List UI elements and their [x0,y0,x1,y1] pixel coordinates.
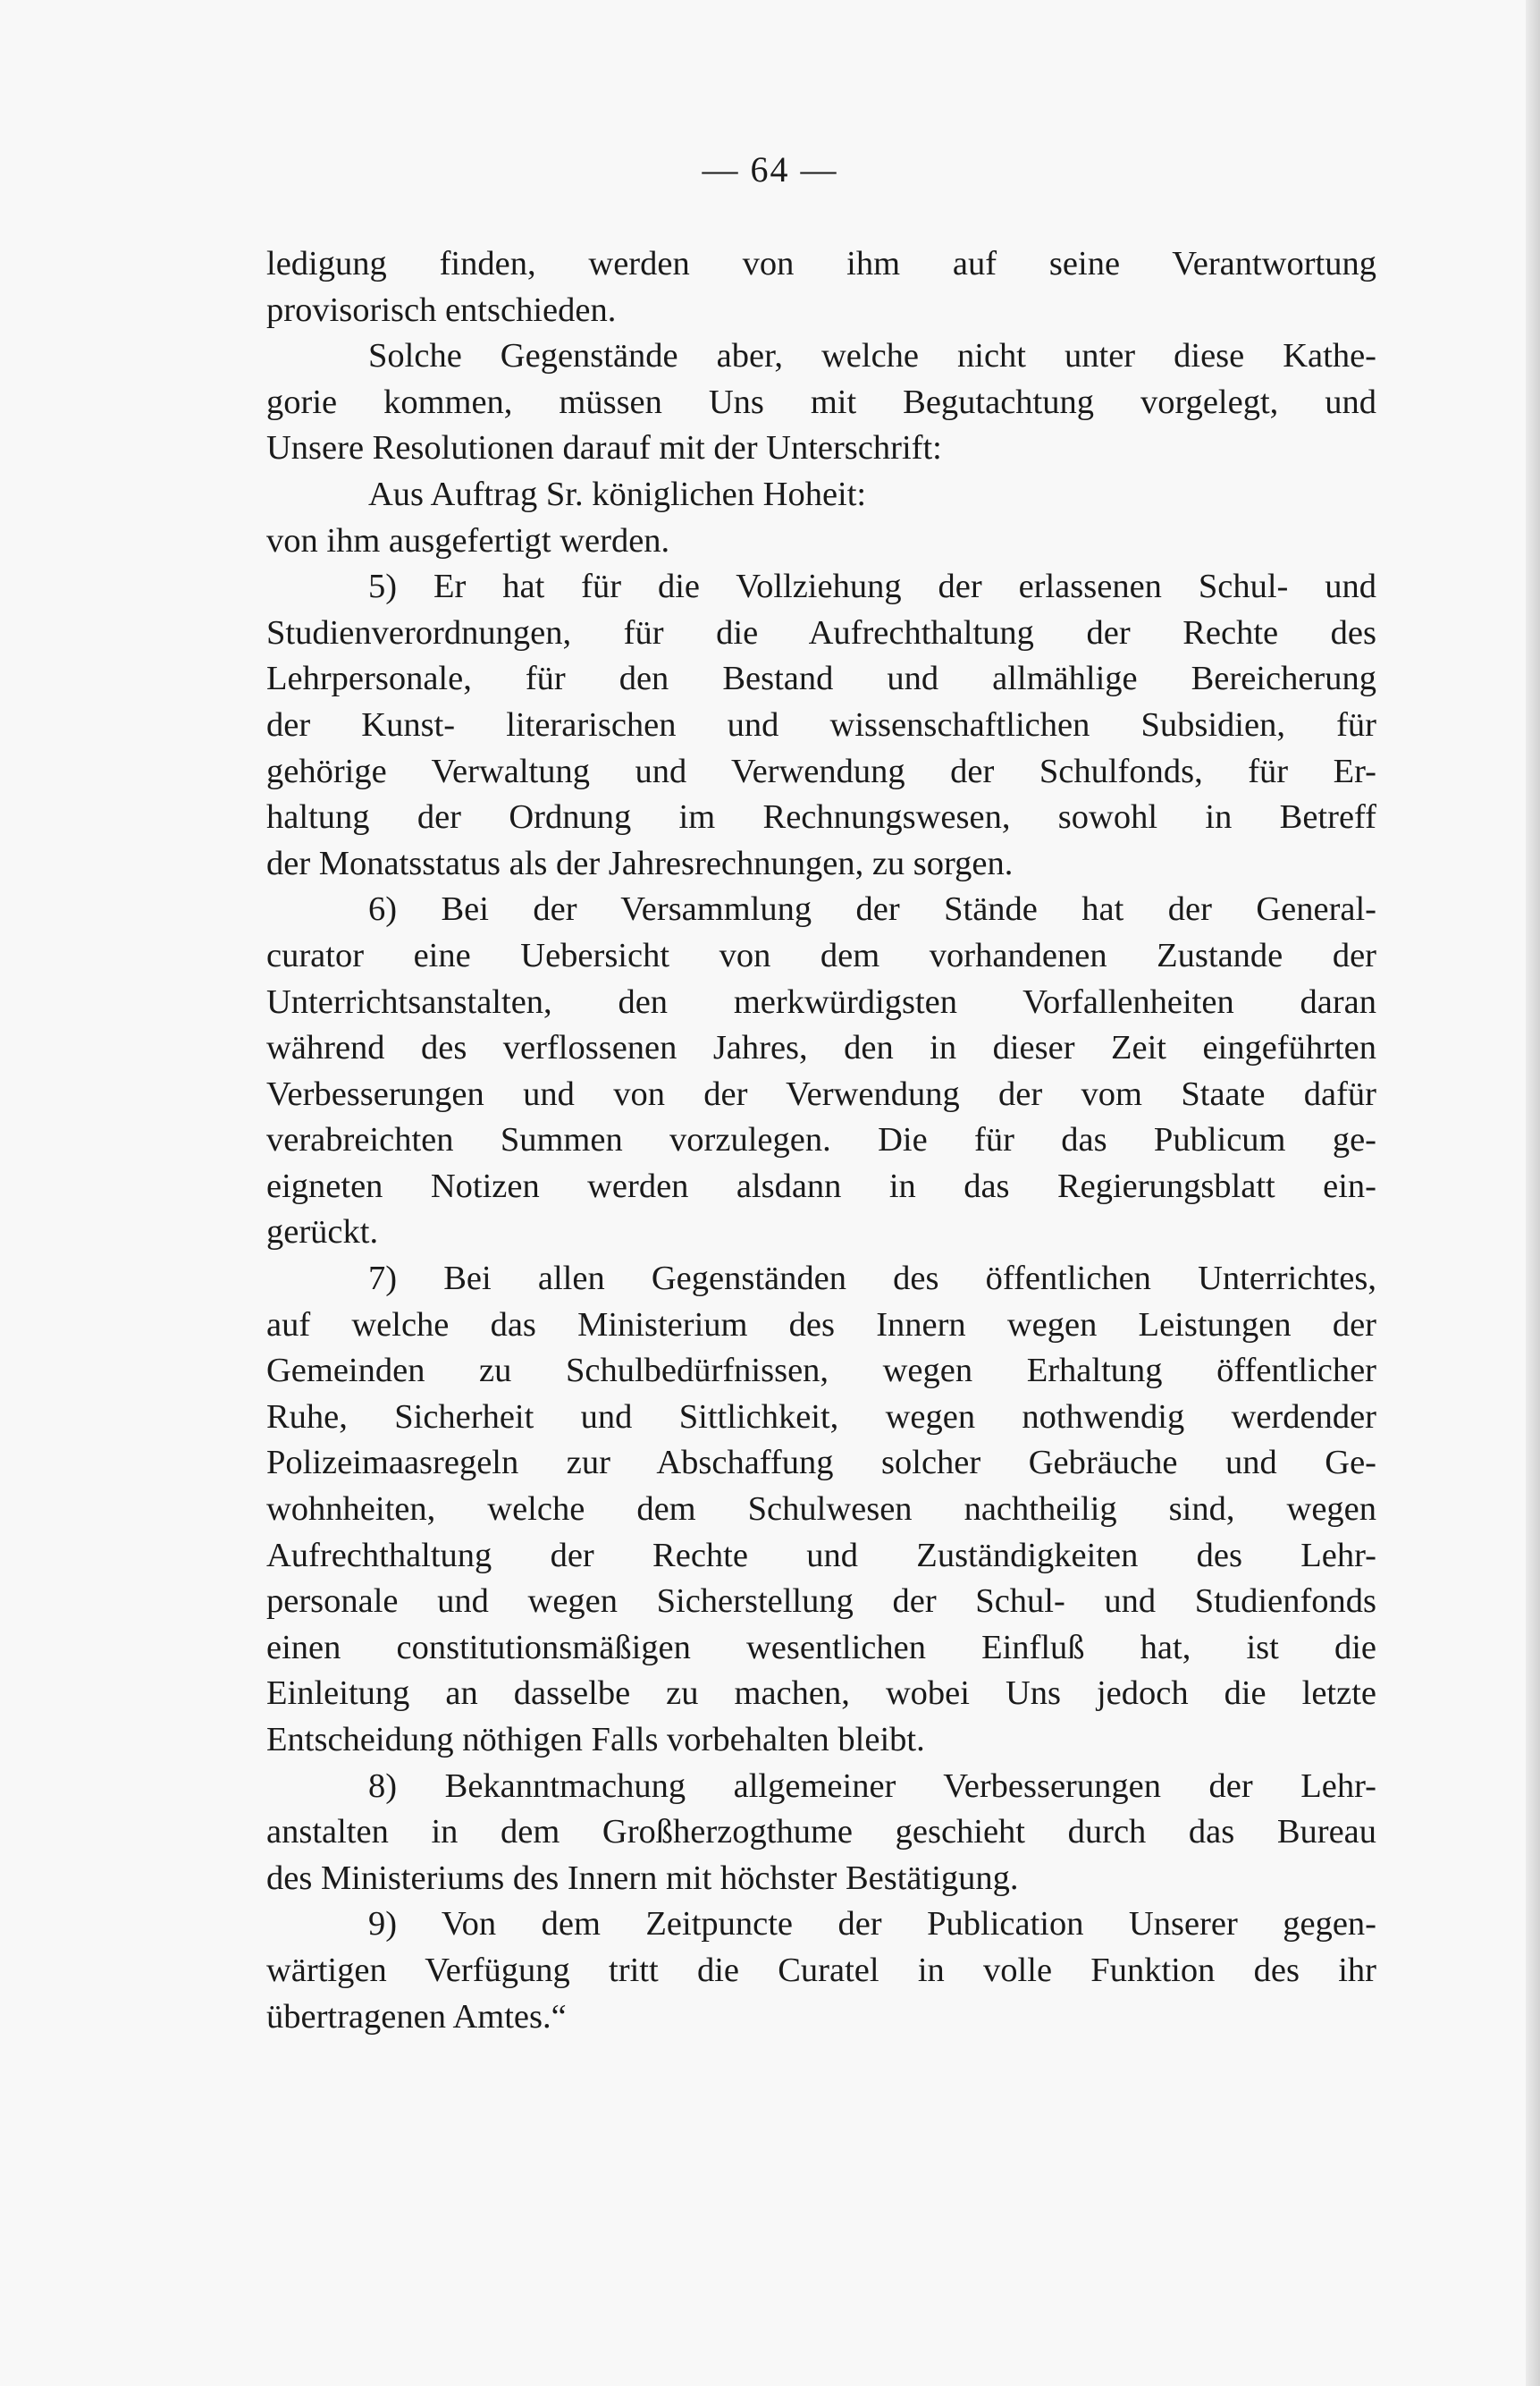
text-line: Einleitung an dasselbe zu machen, wobei Uns jedoch die letzte [266,1674,1376,1713]
text-line: Verbesserungen und von der Verwendung der vom Staate dafür [266,1075,1376,1113]
text-line: eigneten Notizen werden alsdann in das Regierungsblatt ein- [266,1167,1376,1205]
text-line: verabreichten Summen vorzulegen. Die für das Publicum ge- [266,1121,1376,1159]
text-line: 7) Bei allen Gegenständen des öffentlichen Unterrichtes, [368,1260,1376,1298]
text-line: auf welche das Ministerium des Innern wegen Leistungen der [266,1305,1376,1344]
text-line: Aufrechthaltung der Rechte und Zuständigkeiten des Lehr- [266,1536,1376,1574]
text-line: Unterrichtsanstalten, den merkwürdigsten Vorfallenheiten daran [266,982,1376,1021]
text-line: Ruhe, Sicherheit und Sittlichkeit, wegen nothwendig werdender [266,1397,1376,1436]
text-line: der Kunst- literarischen und wissenschaftlichen Subsidien, für [266,705,1376,744]
text-line: gorie kommen, müssen Uns mit Begutachtung vorgelegt, und [266,383,1376,421]
page-number: — 64 — [702,149,838,190]
text-line: 9) Von dem Zeitpuncte der Publication Unserer gegen- [368,1905,1376,1943]
text-line: anstalten in dem Großherzogthume geschieht durch das Bureau [266,1813,1376,1851]
text-line: des Ministeriums des Innern mit höchster Bestätigung. [266,1859,1019,1897]
text-line: Studienverordnungen, für die Aufrechthaltung der Rechte des [266,613,1376,652]
text-line: Lehrpersonale, für den Bestand und allmählige Bereicherung [266,660,1376,698]
text-line: einen constitutionsmäßigen wesentlichen Einfluß hat, ist die [266,1628,1376,1666]
text-line: wohnheiten, welche dem Schulwesen nachtheilig sind, wegen [266,1490,1376,1529]
text-line: 6) Bei der Versammlung der Stände hat der General- [368,890,1376,929]
text-line: der Monatsstatus als der Jahresrechnungen, zu sorgen. [266,844,1014,882]
text-line: Unsere Resolutionen darauf mit der Unterschrift: [266,429,942,468]
text-line: Entscheidung nöthigen Falls vorbehalten bleibt. [266,1721,925,1758]
text-line: während des verflossenen Jahres, den in dieser Zeit eingeführten [266,1029,1376,1067]
text-line: provisorisch entschieden. [266,291,617,329]
text-line: gehörige Verwaltung und Verwendung der Schulfonds, für Er- [266,752,1376,790]
text-line: curator eine Uebersicht von dem vorhandenen Zustande der [266,936,1376,974]
text-line: wärtigen Verfügung tritt die Curatel in volle Funktion des ihr [266,1951,1376,1989]
text-line: Aus Auftrag Sr. königlichen Hoheit: [368,475,867,513]
text-line: haltung der Ordnung im Rechnungswesen, sowohl in Betreff [266,798,1376,837]
text-line: Polizeimaasregeln zur Abschaffung solcher Gebräuche und Ge- [266,1444,1376,1482]
text-line: gerückt. [266,1213,379,1252]
text-line: 8) Bekanntmachung allgemeiner Verbesserungen der Lehr- [368,1766,1376,1805]
text-line: personale und wegen Sicherstellung der Schul- und Studienfonds [266,1582,1376,1621]
text-line: von ihm ausgefertigt werden. [266,521,670,560]
body-text [266,241,1376,2040]
text-line: Gemeinden zu Schulbedürfnissen, wegen Erhaltung öffentlicher [266,1352,1376,1390]
page-edge-shadow [1526,0,1540,2386]
text-line: Solche Gegenstände aber, welche nicht unter diese Kathe- [368,337,1376,375]
text-line: ledigung finden, werden von ihm auf seine Verantwortung [266,245,1376,282]
text-line: 5) Er hat für die Vollziehung der erlassenen Schul- und [368,568,1376,606]
text-line: übertragenen Amtes.“ [266,1997,567,2036]
